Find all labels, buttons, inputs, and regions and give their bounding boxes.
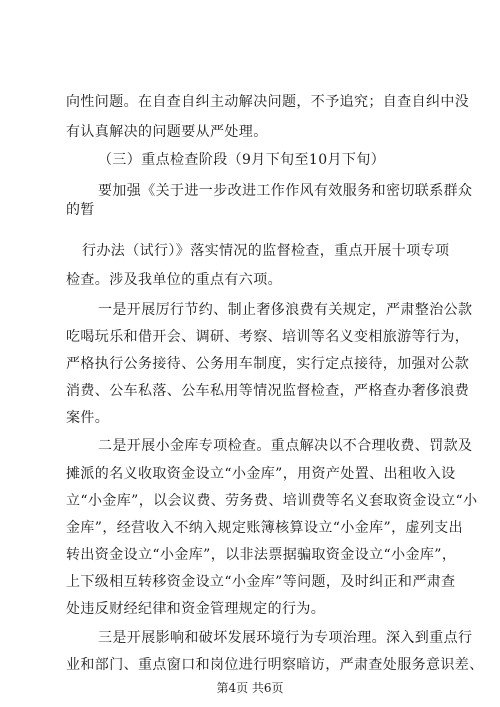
text-line: 消费、公车私落、公车私用等情况监督检查，严格查办奢侈浪费	[66, 383, 470, 399]
text-line: 一是开展厉行节约、制止奢侈浪费有关规定，严肃整治公款	[98, 302, 473, 318]
text-line: 上下级相互转移资金设立“小金库”等问题，及时纠正和严肃查	[66, 574, 456, 590]
text-line: 摊派的名义收取资金设立“小金库”，用资产处置、出租收入设	[66, 466, 456, 482]
text-line: 要加强《关于进一步改进工作作风有效服务和密切联系群众	[98, 183, 473, 199]
text-line: 金库”，经营收入不纳入规定账簿核算设立“小金库”，虚列支出	[66, 520, 464, 536]
text-line: 案件。	[66, 410, 110, 426]
text-line: 吃喝玩乐和借开会、调研、考察、培训等名义变相旅游等行为，	[66, 329, 470, 345]
text-line: 立“小金库”，以会议费、劳务费、培训费等名义套取资金设立“小	[66, 493, 478, 509]
text-line: 三是开展影响和破坏发展环境行为专项治理。深入到重点行	[98, 630, 473, 646]
text-line: 向性问题。在自查自纠主动解决问题，不予追究；自查自纠中没	[66, 94, 470, 110]
text-line: 严格执行公务接待、公务用车制度，实行定点接待，加强对公款	[66, 356, 470, 372]
section-heading: （三）重点检查阶段（9月下旬至10月下旬）	[98, 152, 386, 168]
text-line: 处违反财经纪律和资金管理规定的行为。	[66, 601, 326, 617]
text-line: 检查。涉及我单位的重点有六项。	[66, 272, 282, 288]
text-line: 行办法（试行）》落实情况的监督检查，重点开展十项专项	[82, 243, 450, 259]
text-line: 有认真解决的问题要从严处理。	[66, 124, 268, 140]
text-line: 业和部门、重点窗口和岗位进行明察暗访，严肃查处服务意识差、	[66, 657, 484, 673]
text-line: 转出资金设立“小金库”，以非法票据骗取资金设立“小金库”，	[66, 547, 457, 563]
page-number: 第4页 共6页	[216, 681, 284, 695]
text-line: 二是开展小金库专项检查。重点解决以不合理收费、罚款及	[98, 438, 473, 454]
text-line: 的暂	[66, 202, 95, 218]
